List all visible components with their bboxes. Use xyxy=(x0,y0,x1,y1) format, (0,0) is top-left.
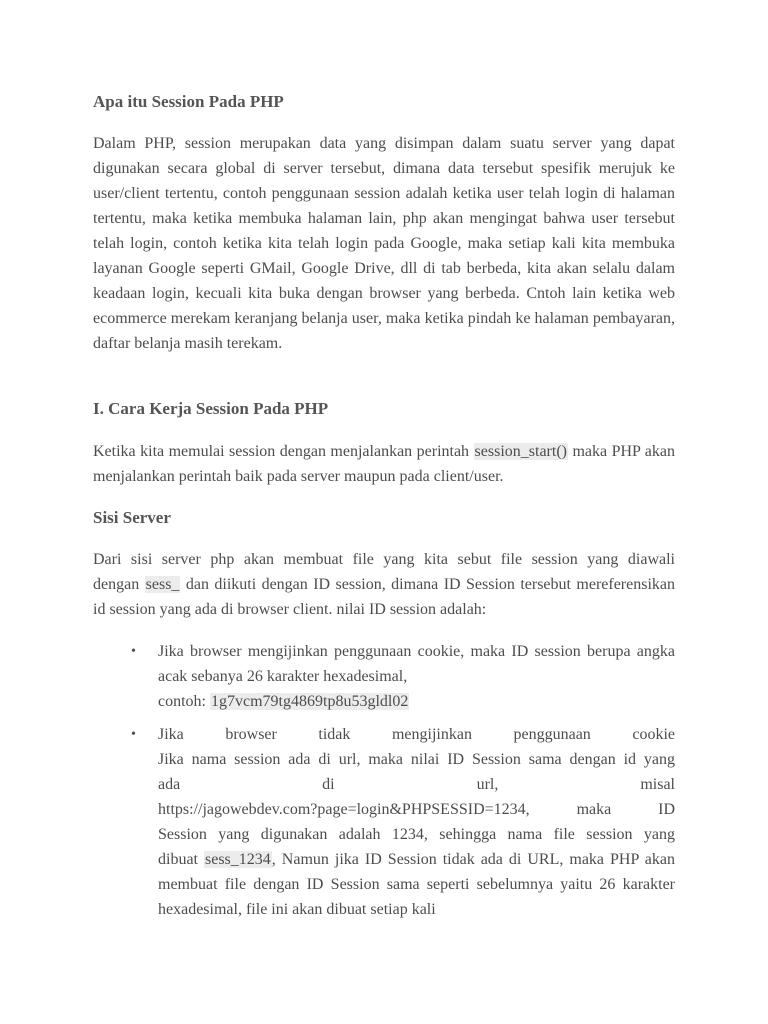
paragraph-text: Dari sisi server php akan membuat file yang kita sebut file session yang diawali xyxy=(93,551,675,568)
list-item xyxy=(93,639,675,714)
list-item-url-line: https://jagowebdev.com?page=login&PHPSESSID=1234, maka ID xyxy=(158,801,675,818)
list-item-line: Jika browser tidak mengijinkan penggunaan cookie xyxy=(158,726,675,743)
inline-code-sess-1234: sess_1234 xyxy=(205,851,271,868)
list-item-body: Jika browser mengijinkan penggunaan cookie, maka ID session berupa angka acak sebanya 26 karakter hexadesimal, xyxy=(158,643,675,685)
heading-cara-kerja-session: I. Cara Kerja Session Pada PHP xyxy=(93,399,329,418)
list-item-line: Session yang digunakan adalah 1234, sehingga nama file session yang xyxy=(158,826,675,843)
paragraph-text: dengan xyxy=(93,576,145,593)
paragraph-text: Ketika kita memulai session dengan menjalankan perintah xyxy=(93,443,474,460)
list-item-body xyxy=(158,851,675,918)
paragraph-text: maka PHP akan menjalankan perintah baik pada server maupun pada client/user. xyxy=(93,443,676,485)
list-item-line: Jika nama session ada di url, maka nilai ID Session sama dengan id yang xyxy=(158,751,675,768)
inline-code-sess-prefix: sess_ xyxy=(145,576,180,593)
list-item xyxy=(93,722,675,922)
heading-apa-itu-session: Apa itu Session Pada PHP xyxy=(93,92,284,111)
list-item-prefix: dibuat xyxy=(158,851,204,868)
paragraph-sisi-server xyxy=(93,547,675,622)
list-item-rest: , Namun jika ID Session tidak ada di URL, maka PHP akan membuat file dengan ID Session sama seperti sebelumnya yaitu 26 karakter hexadesimal, file ini akan dibuat setiap kali xyxy=(158,851,675,918)
bullet-icon: • xyxy=(131,644,136,659)
paragraph-text: dan diikuti dengan ID session, dimana ID Session tersebut mereferensikan id session yang ada di browser client. nilai ID session adalah: xyxy=(93,576,676,618)
list-item-text xyxy=(158,639,675,714)
paragraph-cara-kerja xyxy=(93,439,675,489)
list-item-line: ada di url, misal xyxy=(158,776,675,793)
list-item-example xyxy=(158,689,675,714)
list-item-prefix: contoh: xyxy=(158,693,210,710)
paragraph-session-definition: Dalam PHP, session merupakan data yang disimpan dalam suatu server yang dapat digunakan secara global di server tersebut, dimana data tersebut spesifik merujuk ke user/client tertentu, contoh penggunaan session adalah ketika user telah login di halaman tertentu, maka ketika membuka halaman lain, php akan mengingat bahwa user tersebut telah login, contoh ketika kita telah login pada Google, maka setiap kali kita membuka layanan Google seperti GMail, Google Drive, dll di tab berbeda, kita akan selalu dalam keadaan login, kecuali kita buka dengan browser yang berbeda. Cntoh lain ketika web ecommerce merekam keranjang belanja user, maka ketika pindah ke halaman pembayaran, daftar belanja masih terekam. xyxy=(93,135,675,352)
inline-code-session-id: 1g7vcm79tg4869tp8u53gldl02 xyxy=(211,693,409,710)
list-item-text xyxy=(158,722,675,922)
heading-sisi-server: Sisi Server xyxy=(93,508,171,527)
inline-code-session-start: session_start() xyxy=(474,443,567,460)
bullet-icon: • xyxy=(131,727,136,742)
